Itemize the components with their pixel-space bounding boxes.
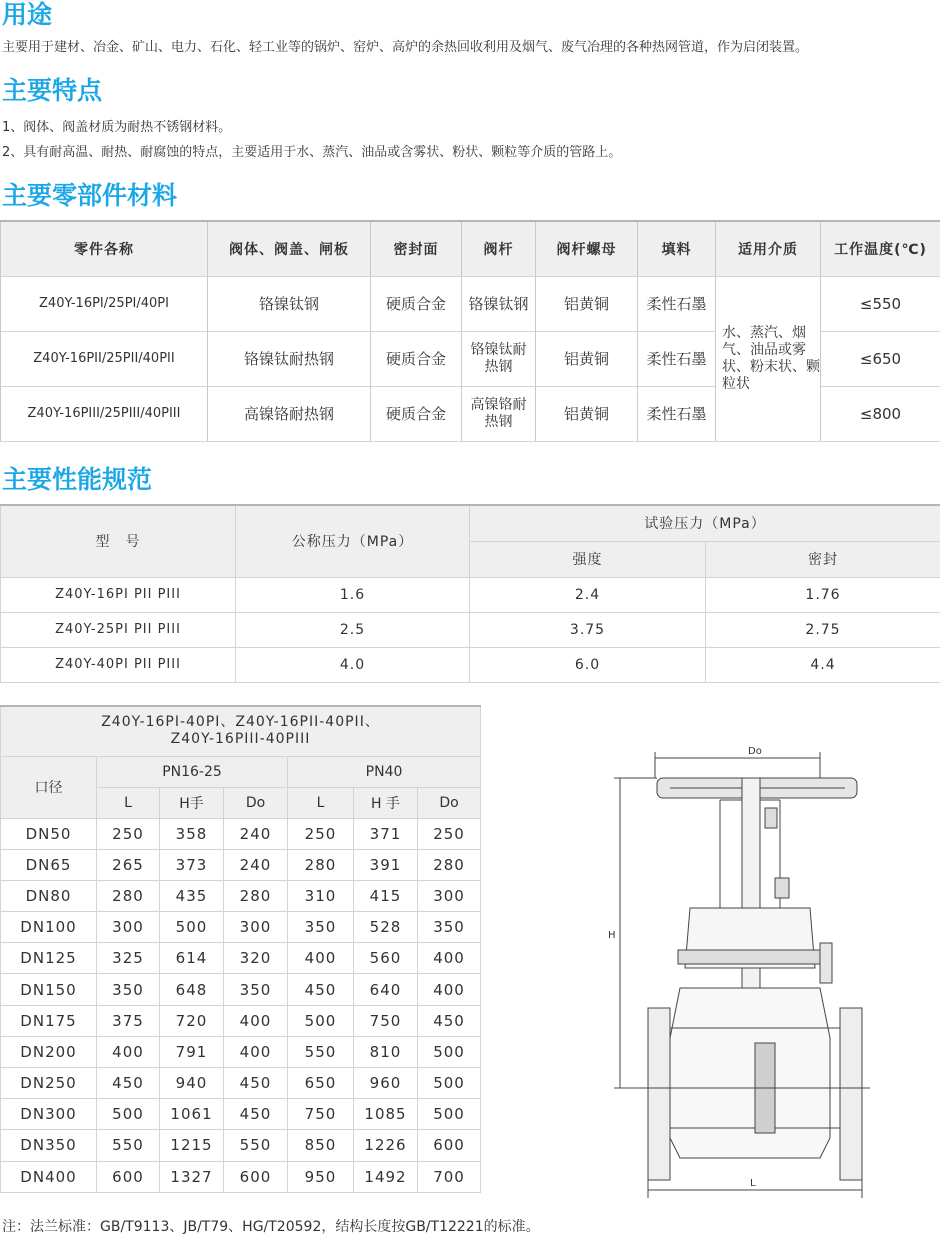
dimensions-body — [1, 818, 481, 1192]
performance-table — [0, 504, 940, 683]
dimension-cell: 810 — [354, 1036, 418, 1067]
dimension-cell: 350 — [97, 974, 160, 1005]
usage-heading: 用途 — [2, 0, 53, 29]
materials-heading: 主要零部件材料 — [2, 181, 178, 210]
dimension-cell: 358 — [160, 818, 224, 849]
dn-cell: DN200 — [1, 1036, 97, 1067]
dimension-cell: 500 — [418, 1099, 481, 1130]
dimension-cell: 550 — [224, 1130, 288, 1161]
seal-cell: 硬质合金 — [371, 331, 462, 386]
strength-cell: 6.0 — [470, 647, 706, 682]
stem-cell: 高镍铬耐热钢 — [462, 386, 536, 441]
medium-cell: 水、蒸汽、烟气、油品或雾状、粉末状、颗粒状 — [716, 276, 821, 441]
nut-cell: 铝黄铜 — [536, 276, 638, 331]
table-row — [1, 647, 940, 682]
performance-col-nominal: 公称压力（MPa） — [236, 505, 470, 577]
dimension-cell: 640 — [354, 974, 418, 1005]
dimensions-table — [0, 705, 481, 1193]
dimension-cell: 450 — [224, 1068, 288, 1099]
materials-col-packing: 填料 — [638, 221, 716, 276]
materials-col-nut: 阀杆螺母 — [536, 221, 638, 276]
dimensions-col-do: Do — [418, 787, 481, 818]
materials-col-body: 阀体、阀盖、闸板 — [208, 221, 371, 276]
dimension-cell: 500 — [160, 912, 224, 943]
model-cell: Z40Y-40PI PII PIII — [1, 647, 236, 682]
dimension-cell: 350 — [224, 974, 288, 1005]
seal-cell: 硬质合金 — [371, 386, 462, 441]
dn-cell: DN150 — [1, 974, 97, 1005]
dimension-cell: 648 — [160, 974, 224, 1005]
seal-cell: 硬质合金 — [371, 276, 462, 331]
temp-cell: ≤650 — [821, 331, 940, 386]
dimension-cell: 791 — [160, 1036, 224, 1067]
standards-note: 注：法兰标准：GB/T9113、JB/T79、HG/T20592，结构长度按GB/T12221的标准。 — [2, 1219, 540, 1235]
dimension-cell: 300 — [418, 880, 481, 911]
dimension-cell: 320 — [224, 943, 288, 974]
dimension-cell: 435 — [160, 880, 224, 911]
table-row — [1, 1161, 481, 1192]
model-cell: Z40Y-16PII/25PII/40PII — [1, 331, 208, 386]
dimension-cell: 325 — [97, 943, 160, 974]
dimension-cell: 850 — [288, 1130, 354, 1161]
gate-valve-drawing — [600, 738, 875, 1200]
dimensions-group-pn40: PN40 — [288, 756, 481, 787]
temp-cell: ≤800 — [821, 386, 940, 441]
dn-cell: DN350 — [1, 1130, 97, 1161]
nut-cell: 铝黄铜 — [536, 331, 638, 386]
dn-cell: DN125 — [1, 943, 97, 974]
label-do: Do — [748, 746, 762, 757]
dimension-cell: 720 — [160, 1005, 224, 1036]
dimension-cell: 1492 — [354, 1161, 418, 1192]
dimension-cell: 350 — [288, 912, 354, 943]
dimension-cell: 1215 — [160, 1130, 224, 1161]
nominal-cell: 4.0 — [236, 647, 470, 682]
dimension-cell: 500 — [288, 1005, 354, 1036]
stem-cell: 铬镍钛钢 — [462, 276, 536, 331]
materials-col-part: 零件各称 — [1, 221, 208, 276]
materials-col-seal: 密封面 — [371, 221, 462, 276]
nominal-cell: 2.5 — [236, 612, 470, 647]
dimension-cell: 450 — [418, 1005, 481, 1036]
table-row — [1, 1005, 481, 1036]
performance-col-model: 型 号 — [1, 505, 236, 577]
dimension-cell: 950 — [288, 1161, 354, 1192]
dn-cell: DN100 — [1, 912, 97, 943]
dn-cell: DN50 — [1, 818, 97, 849]
dimension-cell: 700 — [418, 1161, 481, 1192]
dimension-cell: 391 — [354, 849, 418, 880]
body-cell: 铬镍钛钢 — [208, 276, 371, 331]
dimension-cell: 600 — [97, 1161, 160, 1192]
dimensions-title-line1: Z40Y-16PI-40PI、Z40Y-16PII-40PII、 — [101, 714, 380, 731]
dimensions-col-l: L — [97, 787, 160, 818]
model-cell: Z40Y-16PI PII PIII — [1, 577, 236, 612]
dimension-cell: 550 — [288, 1036, 354, 1067]
performance-col-seal: 密封 — [706, 541, 940, 577]
dimension-cell: 240 — [224, 849, 288, 880]
dimensions-group-pn16: PN16-25 — [97, 756, 288, 787]
body-cell: 高镍铬耐热钢 — [208, 386, 371, 441]
table-row — [1, 276, 940, 331]
dimension-cell: 280 — [418, 849, 481, 880]
dimension-cell: 1085 — [354, 1099, 418, 1130]
dimensions-title — [1, 706, 481, 756]
seal-cell: 4.4 — [706, 647, 940, 682]
performance-header-row — [1, 505, 940, 541]
dimension-cell: 250 — [97, 818, 160, 849]
dn-cell: DN80 — [1, 880, 97, 911]
dimension-cell: 375 — [97, 1005, 160, 1036]
dimension-cell: 300 — [224, 912, 288, 943]
dimension-cell: 240 — [224, 818, 288, 849]
dimension-cell: 450 — [97, 1068, 160, 1099]
label-h: H — [608, 930, 616, 941]
dimension-cell: 960 — [354, 1068, 418, 1099]
dimension-cell: 400 — [418, 943, 481, 974]
dimension-cell: 371 — [354, 818, 418, 849]
dimension-cell: 400 — [97, 1036, 160, 1067]
dimensions-title-row — [1, 706, 481, 756]
dimension-cell: 550 — [97, 1130, 160, 1161]
table-row — [1, 612, 940, 647]
dimension-cell: 310 — [288, 880, 354, 911]
dimension-cell: 400 — [224, 1005, 288, 1036]
dn-cell: DN300 — [1, 1099, 97, 1130]
dimensions-title-line2: Z40Y-16PIII-40PIII — [170, 731, 311, 748]
dimension-cell: 350 — [418, 912, 481, 943]
performance-heading: 主要性能规范 — [2, 465, 153, 494]
packing-cell: 柔性石墨 — [638, 331, 716, 386]
dimension-cell: 450 — [224, 1099, 288, 1130]
dimension-cell: 1327 — [160, 1161, 224, 1192]
dimension-cell: 940 — [160, 1068, 224, 1099]
materials-header-row — [1, 221, 940, 276]
dn-cell: DN250 — [1, 1068, 97, 1099]
materials-table — [0, 220, 940, 442]
label-l: L — [750, 1178, 756, 1189]
dimension-cell: 415 — [354, 880, 418, 911]
dimension-cell: 373 — [160, 849, 224, 880]
dn-cell: DN65 — [1, 849, 97, 880]
features-heading: 主要特点 — [2, 76, 103, 105]
dimension-cell: 400 — [224, 1036, 288, 1067]
dimensions-col-l: L — [288, 787, 354, 818]
dimension-cell: 280 — [97, 880, 160, 911]
feature-item-2: 2、具有耐高温、耐热、耐腐蚀的特点，主要适用于水、蒸汽、油品或含雾状、粉状、颗粒等介质的管路上。 — [2, 145, 622, 160]
strength-cell: 2.4 — [470, 577, 706, 612]
dimension-cell: 600 — [418, 1130, 481, 1161]
dimensions-col-dn: 口径 — [1, 756, 97, 818]
temp-cell: ≤550 — [821, 276, 940, 331]
dimension-cell: 750 — [288, 1099, 354, 1130]
materials-col-stem: 阀杆 — [462, 221, 536, 276]
table-row — [1, 577, 940, 612]
nut-cell: 铝黄铜 — [536, 386, 638, 441]
table-row — [1, 1036, 481, 1067]
model-cell: Z40Y-16PIII/25PIII/40PIII — [1, 386, 208, 441]
packing-cell: 柔性石墨 — [638, 276, 716, 331]
dimensions-col-h: H手 — [160, 787, 224, 818]
table-row — [1, 974, 481, 1005]
dimension-cell: 650 — [288, 1068, 354, 1099]
table-row — [1, 818, 481, 849]
dimension-cell: 400 — [418, 974, 481, 1005]
usage-text: 主要用于建材、冶金、矿山、电力、石化、轻工业等的锅炉、窑炉、高炉的余热回收利用及烟气、废气冶理的各种热网管道，作为启闭装置。 — [2, 40, 809, 55]
dimension-cell: 450 — [288, 974, 354, 1005]
table-row — [1, 943, 481, 974]
table-row — [1, 912, 481, 943]
performance-col-test: 试验压力（MPa） — [470, 505, 940, 541]
dn-cell: DN175 — [1, 1005, 97, 1036]
performance-col-strength: 强度 — [470, 541, 706, 577]
dimension-cell: 614 — [160, 943, 224, 974]
feature-item-1: 1、阀体、阀盖材质为耐热不锈钢材料。 — [2, 120, 232, 135]
dimension-cell: 250 — [418, 818, 481, 849]
dimension-cell: 280 — [288, 849, 354, 880]
dimensions-col-h: H 手 — [354, 787, 418, 818]
dimension-cell: 500 — [418, 1068, 481, 1099]
model-cell: Z40Y-25PI PII PIII — [1, 612, 236, 647]
dimension-cell: 280 — [224, 880, 288, 911]
packing-cell: 柔性石墨 — [638, 386, 716, 441]
dimension-cell: 750 — [354, 1005, 418, 1036]
stem-cell: 铬镍钛耐热钢 — [462, 331, 536, 386]
materials-col-medium: 适用介质 — [716, 221, 821, 276]
dn-cell: DN400 — [1, 1161, 97, 1192]
materials-col-temp: 工作温度(℃) — [821, 221, 940, 276]
strength-cell: 3.75 — [470, 612, 706, 647]
seal-cell: 1.76 — [706, 577, 940, 612]
table-row — [1, 1099, 481, 1130]
dimension-cell: 560 — [354, 943, 418, 974]
body-cell: 铬镍钛耐热钢 — [208, 331, 371, 386]
seal-cell: 2.75 — [706, 612, 940, 647]
dimension-cell: 528 — [354, 912, 418, 943]
dimension-cell: 500 — [418, 1036, 481, 1067]
dimensions-group-row — [1, 756, 481, 787]
dimension-cell: 250 — [288, 818, 354, 849]
table-row — [1, 1068, 481, 1099]
dimension-cell: 1226 — [354, 1130, 418, 1161]
table-row — [1, 880, 481, 911]
dimension-cell: 500 — [97, 1099, 160, 1130]
dimension-cell: 1061 — [160, 1099, 224, 1130]
table-row — [1, 849, 481, 880]
dimension-cell: 265 — [97, 849, 160, 880]
model-cell: Z40Y-16PI/25PI/40PI — [1, 276, 208, 331]
nominal-cell: 1.6 — [236, 577, 470, 612]
dimension-cell: 300 — [97, 912, 160, 943]
dimension-cell: 400 — [288, 943, 354, 974]
table-row — [1, 1130, 481, 1161]
dimensions-col-do: Do — [224, 787, 288, 818]
dimension-cell: 600 — [224, 1161, 288, 1192]
